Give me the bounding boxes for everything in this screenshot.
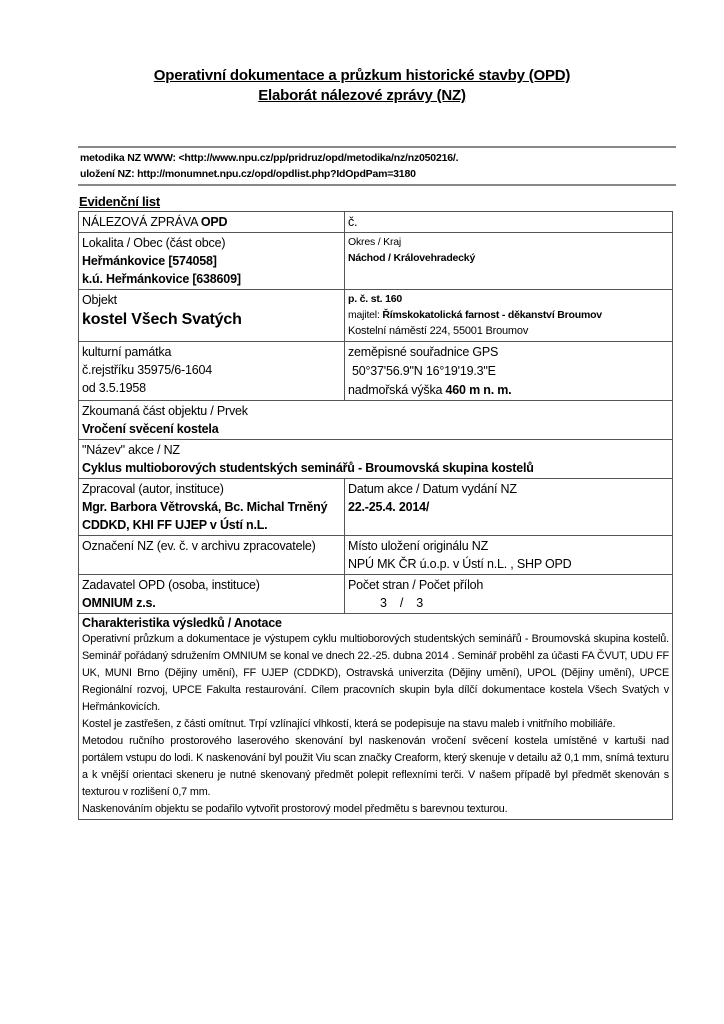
- document-title: [0, 66, 724, 106]
- monument-cell: [79, 342, 345, 401]
- annotation-title: Charakteristika výsledků / Anotace: [82, 616, 282, 630]
- report-number-cell: [345, 212, 673, 233]
- monument-label: kulturní památka: [82, 345, 172, 359]
- report-label-cell: [79, 212, 345, 233]
- monument-since: od 3.5.1958: [82, 381, 146, 395]
- client-value: OMNIUM z.s.: [82, 596, 156, 610]
- author-label: Zpracoval (autor, instituce): [82, 482, 224, 496]
- table-row-locality: [79, 233, 673, 290]
- action-value: Cyklus multioborových studentských seminářů - Broumovská skupina kostelů: [82, 461, 534, 475]
- designation-cell: [79, 536, 345, 575]
- date-value: 22.-25.4. 2014/: [348, 500, 430, 514]
- district-label: Okres / Kraj: [348, 236, 402, 248]
- annotation-paragraph: Metodou ručního prostorového laserového skenování byl naskenován vročení svěcení kostela umístěné v kartuši nad portálem vstupu do lodi. K naskenování byl použit Viu scan značky Creaform, který skenuje v detailu až 0,1 mm, snímá texturu a k vnější orientaci skeneru je nutné skenovaný předmět polepit reflexními terči. V našem případě byl předmět skenován s texturou v rozlišení 0,7 mm.: [82, 735, 669, 798]
- report-label: NÁLEZOVÁ ZPRÁVA: [82, 215, 201, 229]
- author-names: Mgr. Barbora Větrovská, Bc. Michal Trněný: [82, 500, 328, 514]
- date-cell: [345, 479, 673, 536]
- table-row-action: [79, 440, 673, 479]
- gps-cell: [345, 342, 673, 401]
- altitude-line: [348, 381, 669, 399]
- annotation-paragraph: Naskenováním objektu se podařilo vytvořit prostorový model předmětu s barevnou texturou.: [82, 803, 508, 815]
- altitude-label: nadmořská výška: [348, 383, 446, 397]
- part-label: Zkoumaná část objektu / Prvek: [82, 404, 248, 418]
- title-line-1: Operativní dokumentace a průzkum historické stavby (OPD): [153, 67, 571, 84]
- owner-line: [348, 307, 669, 323]
- cadastral-value: k.ú. Heřmánkovice [638609]: [82, 272, 241, 286]
- locality-label: Lokalita / Obec (část obce): [82, 236, 226, 250]
- title-line-2: Elaborát nálezové zprávy (NZ): [258, 87, 466, 104]
- storage-label: Místo uložení originálu NZ: [348, 539, 489, 553]
- action-cell: [79, 440, 673, 479]
- date-label: Datum akce / Datum vydání NZ: [348, 482, 517, 496]
- pages-cell: [345, 575, 673, 614]
- report-number-label: č.: [348, 215, 358, 229]
- metadata-block: [78, 146, 676, 186]
- district-cell: [345, 233, 673, 290]
- section-title: Evidenční list: [79, 194, 161, 209]
- object-name: kostel Všech Svatých: [82, 311, 242, 328]
- author-cell: [79, 479, 345, 536]
- part-cell: [79, 401, 673, 440]
- annotation-cell: [79, 614, 673, 820]
- parcel-cell: [345, 290, 673, 342]
- table-row-monument: [79, 342, 673, 401]
- table-row-designation: [79, 536, 673, 575]
- client-cell: [79, 575, 345, 614]
- table-row-client: [79, 575, 673, 614]
- gps-value: 50°37'56.9"N 16°19'19.3"E: [352, 364, 496, 378]
- owner-label: majitel:: [348, 309, 383, 321]
- action-label: "Název" akce / NZ: [82, 443, 180, 457]
- object-cell: [79, 290, 345, 342]
- author-institution: CDDKD, KHI FF UJEP v Ústí n.L.: [82, 518, 268, 532]
- methodology-link[interactable]: metodika NZ WWW: <http://www.npu.cz/pp/pridruz/opd/metodika/nz/nz050216/.: [80, 152, 459, 164]
- municipality-value: Heřmánkovice [574058]: [82, 254, 217, 268]
- owner-address: Kostelní náměstí 224, 55001 Broumov: [348, 325, 529, 337]
- designation-label: Označení NZ (ev. č. v archivu zpracovatele): [82, 539, 316, 553]
- annotation-paragraph: Kostel je zastřešen, z části omítnut. Trpí vzlínající vlhkostí, která se podepisuje na stavu maleb i vnitřního mobiliáře.: [82, 718, 616, 730]
- gps-label: zeměpisné souřadnice GPS: [348, 345, 499, 359]
- table-row-annotation: [79, 614, 673, 820]
- parcel-value: p. č. st. 160: [348, 293, 403, 305]
- report-label-bold: OPD: [200, 215, 228, 229]
- owner-value: Římskokatolická farnost - děkanství Broumov: [382, 309, 602, 321]
- client-label: Zadavatel OPD (osoba, instituce): [82, 578, 260, 592]
- table-row-part: [79, 401, 673, 440]
- storage-cell: [345, 536, 673, 575]
- locality-cell: [79, 233, 345, 290]
- table-row-author: [79, 479, 673, 536]
- monument-register: č.rejstříku 35975/6-1604: [82, 363, 213, 377]
- evidence-table: [78, 211, 673, 820]
- pages-value: 3 / 3: [380, 596, 423, 610]
- altitude-value: 460 m n. m.: [445, 383, 512, 397]
- pages-label: Počet stran / Počet příloh: [348, 578, 484, 592]
- table-row-report: [79, 212, 673, 233]
- table-row-object: [79, 290, 673, 342]
- storage-link[interactable]: uložení NZ: http://monumnet.npu.cz/opd/opdlist.php?IdOpdPam=3180: [80, 168, 416, 180]
- district-value: Náchod / Královehradecký: [348, 252, 476, 264]
- object-label: Objekt: [82, 293, 117, 307]
- part-value: Vročení svěcení kostela: [82, 422, 219, 436]
- annotation-paragraph: Operativní průzkum a dokumentace je výstupem cyklu multioborových studentských seminářů - Broumovská skupina kostelů. Seminář pořádaný sdružením OMNIUM se konal ve dnech 22.-25. dubna 2014 . Seminář proběhl za účasti FA ČVUT, UDU FF UK, MUNI Brno (Dějiny umění), FF UJEP (CDDKD), Ostravská univerzita (Dějiny umění), UPOL (Dějiny umění), UPCE Regionální rozvoj, UPCE Fakulta restaurování. Cílem pracovních skupin byla dílčí dokumentace kostela Všech Svatých v Heřmánkovicích.: [82, 633, 669, 713]
- storage-value: NPÚ MK ČR ú.o.p. v Ústí n.L. , SHP OPD: [348, 557, 572, 571]
